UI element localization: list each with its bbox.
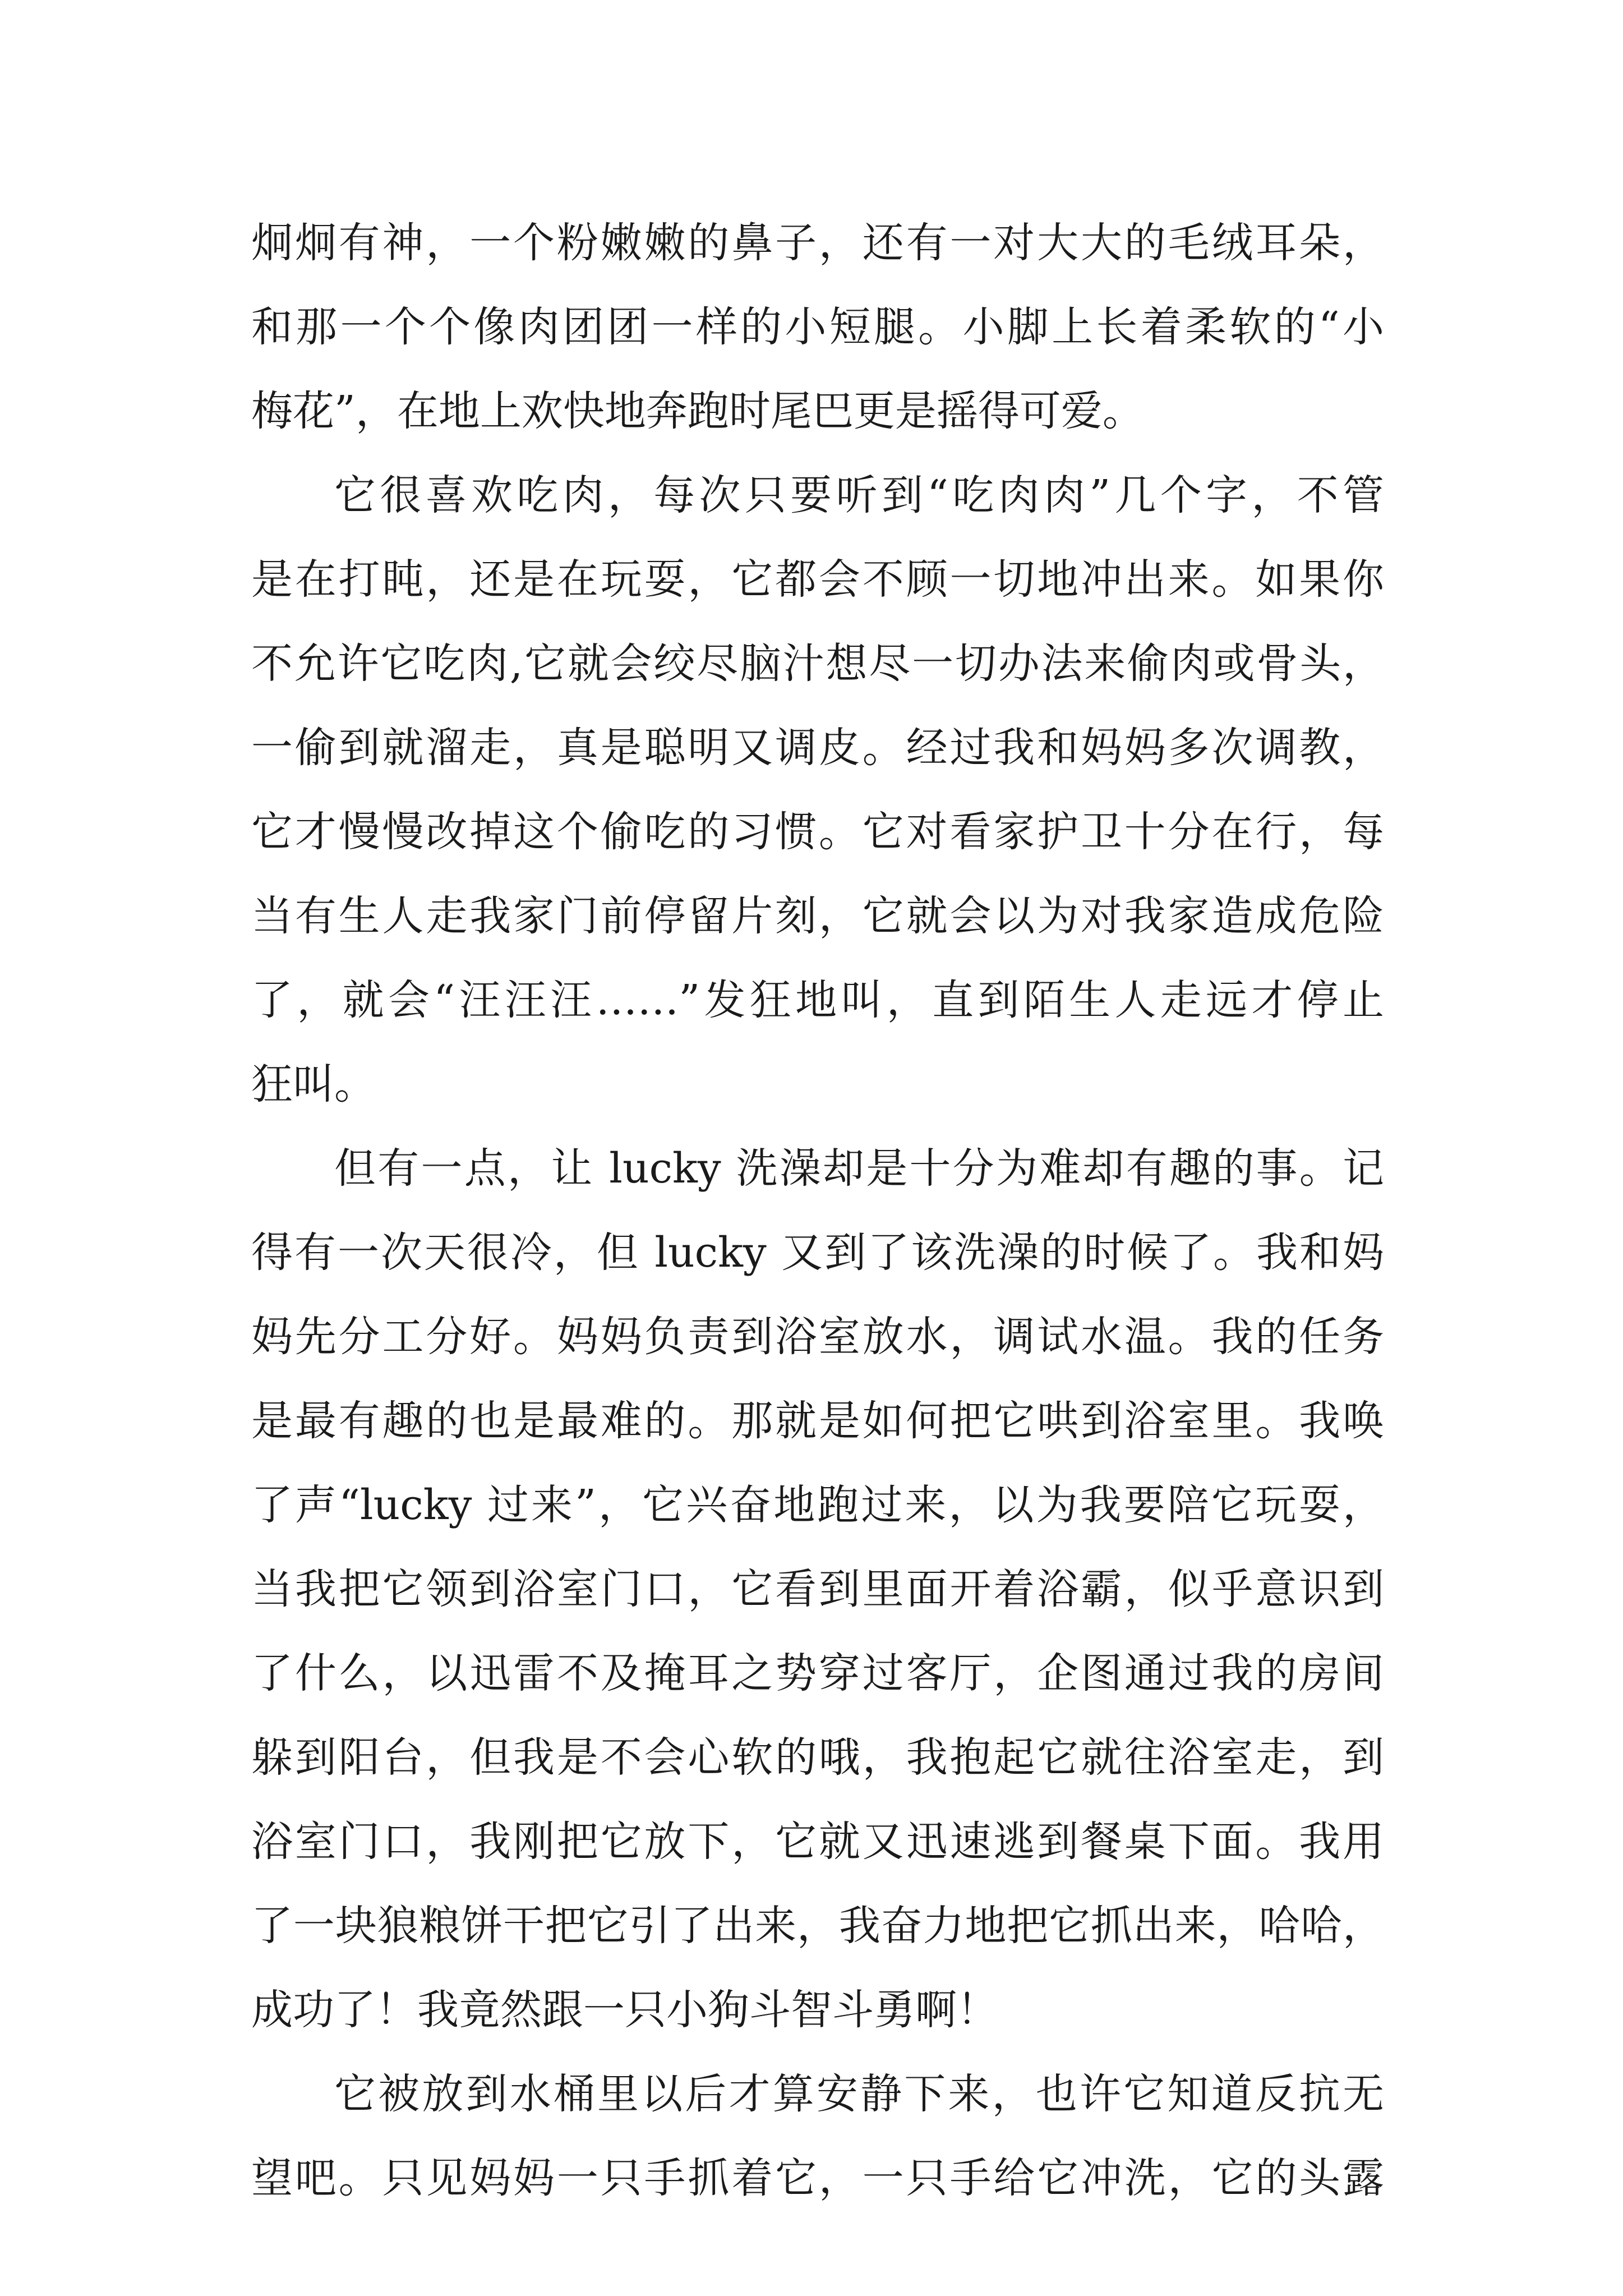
text-line: 妈先分工分好。妈妈负责到浴室放水，调试水温。我的任务 bbox=[251, 1313, 1384, 1361]
text-line: 是最有趣的也是最难的。那就是如何把它哄到浴室里。我唤 bbox=[251, 1397, 1384, 1445]
text-line: 得有一次天很冷，但 lucky 又到了该洗澡的时候了。我和妈 bbox=[251, 1228, 1384, 1277]
text-line: 当有生人走我家门前停留片刻，它就会以为对我家造成危险 bbox=[251, 892, 1384, 940]
text-line: 和那一个个像肉团团一样的小短腿。小脚上长着柔软的“小 bbox=[251, 303, 1384, 351]
text-line: 是在打盹，还是在玩耍，它都会不顾一切地冲出来。如果你 bbox=[251, 555, 1384, 604]
text-line: 了一块狼粮饼干把它引了出来，我奋力地把它抓出来，哈哈， bbox=[251, 1902, 1384, 1950]
text-line: 了，就会“汪汪汪……”发狂地叫，直到陌生人走远才停止 bbox=[251, 976, 1384, 1024]
text-line: 一偷到就溜走，真是聪明又调皮。经过我和妈妈多次调教， bbox=[251, 724, 1384, 772]
text-line: 望吧。只见妈妈一只手抓着它，一只手给它冲洗，它的头露 bbox=[251, 2154, 1384, 2202]
text-line: 躲到阳台，但我是不会心软的哦，我抱起它就往浴室走，到 bbox=[251, 1733, 1384, 1782]
text-line: 当我把它领到浴室门口，它看到里面开着浴霸，似乎意识到 bbox=[251, 1565, 1384, 1613]
paragraph bbox=[251, 201, 1384, 453]
text-line: 狂叫。 bbox=[251, 1060, 376, 1108]
text-line: 成功了！我竟然跟一只小狗斗智斗勇啊！ bbox=[251, 1986, 998, 2034]
text-line: 它才慢慢改掉这个偷吃的习惯。它对看家护卫十分在行，每 bbox=[251, 808, 1384, 856]
text-line: 了什么，以迅雷不及掩耳之势穿过客厅，企图通过我的房间 bbox=[251, 1649, 1384, 1697]
paragraph bbox=[251, 453, 1384, 1126]
text-line: 不允许它吃肉,它就会绞尽脑汁想尽一切办法来偷肉或骨头， bbox=[251, 639, 1384, 688]
text-line: 它被放到水桶里以后才算安静下来，也许它知道反抗无 bbox=[334, 2070, 1384, 2118]
body-text bbox=[251, 201, 1384, 2220]
text-line: 炯炯有神，一个粉嫩嫩的鼻子，还有一对大大的毛绒耳朵， bbox=[251, 219, 1384, 267]
text-line: 浴室门口，我刚把它放下，它就又迅速逃到餐桌下面。我用 bbox=[251, 1818, 1384, 1866]
paragraph bbox=[251, 2052, 1384, 2220]
text-line: 但有一点，让 lucky 洗澡却是十分为难却有趣的事。记 bbox=[334, 1144, 1384, 1193]
text-line: 梅花”，在地上欢快地奔跑时尾巴更是摇得可爱。 bbox=[251, 387, 1144, 435]
paragraph bbox=[251, 1126, 1384, 2052]
text-line: 它很喜欢吃肉，每次只要听到“吃肉肉”几个字，不管 bbox=[334, 471, 1384, 519]
text-line: 了声“lucky 过来”，它兴奋地跑过来，以为我要陪它玩耍， bbox=[251, 1481, 1384, 1529]
